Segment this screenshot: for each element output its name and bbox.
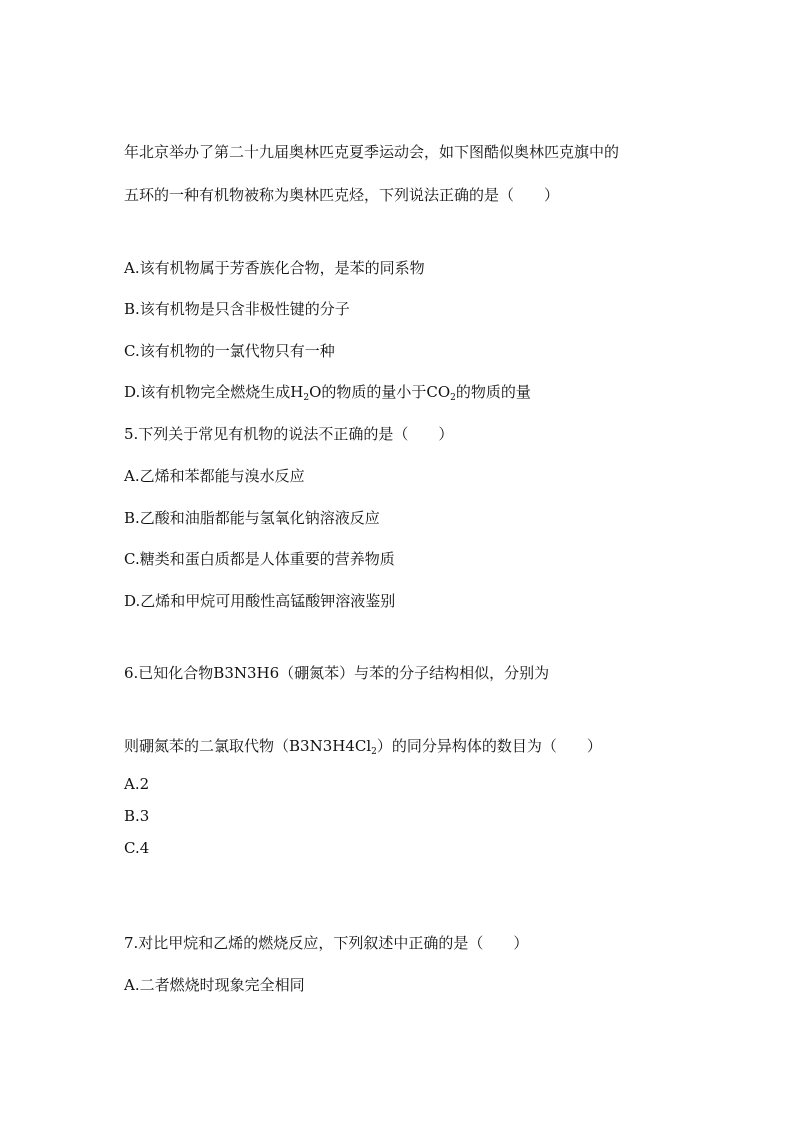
option-d-text-3: 的物质的量 xyxy=(455,383,531,401)
question-6-option-c: C.4 xyxy=(124,839,150,857)
question-5-option-a: A.乙烯和苯都能与溴水反应 xyxy=(124,467,305,485)
question-4-option-d xyxy=(124,382,531,402)
question-4-intro-line-2: 五环的一种有机物被称为奥林匹克烃，下列说法正确的是（ ） xyxy=(124,186,560,204)
question-4-option-a: A.该有机物属于芳香族化合物，是苯的同系物 xyxy=(124,259,425,277)
question-5-stem: 5.下列关于常见有机物的说法不正确的是（ ） xyxy=(124,425,454,443)
question-5-option-d: D.乙烯和甲烷可用酸性高锰酸钾溶液鉴别 xyxy=(124,592,396,610)
question-7-option-a: A.二者燃烧时现象完全相同 xyxy=(124,976,305,994)
subscript-2: 2 xyxy=(371,747,377,757)
question-4-intro-line-1: 年北京举办了第二十九届奥林匹克夏季运动会，如下图酷似奥林匹克旗中的 xyxy=(124,143,620,161)
question-5-option-b: B.乙酸和油脂都能与氢氧化钠溶液反应 xyxy=(124,509,380,527)
stem-text-1: 则硼氮苯的二氯取代物（B3N3H4Cl xyxy=(124,737,372,755)
subscript-2: 2 xyxy=(303,393,310,403)
question-7-stem: 7.对比甲烷和乙烯的燃烧反应，下列叙述中正确的是（ ） xyxy=(124,934,529,952)
question-5-option-c: C.糖类和蛋白质都是人体重要的营养物质 xyxy=(124,550,395,568)
option-d-text-1: D.该有机物完全燃烧生成H xyxy=(124,383,304,401)
stem-text-2: ）的同分异构体的数目为（ ） xyxy=(376,737,602,755)
question-6-option-b: B.3 xyxy=(124,807,150,825)
question-6-option-a: A.2 xyxy=(124,775,150,793)
question-4-option-b: B.该有机物是只含非极性键的分子 xyxy=(124,300,350,318)
subscript-2: 2 xyxy=(450,393,456,403)
question-6-stem-line-1: 6.已知化合物B3N3H6（硼氮苯）与苯的分子结构相似，分别为 xyxy=(124,664,550,682)
option-d-text-2: O的物质的量小于CO xyxy=(309,383,451,401)
question-6-stem-line-2 xyxy=(124,736,602,756)
question-4-option-c: C.该有机物的一氯代物只有一种 xyxy=(124,342,335,360)
